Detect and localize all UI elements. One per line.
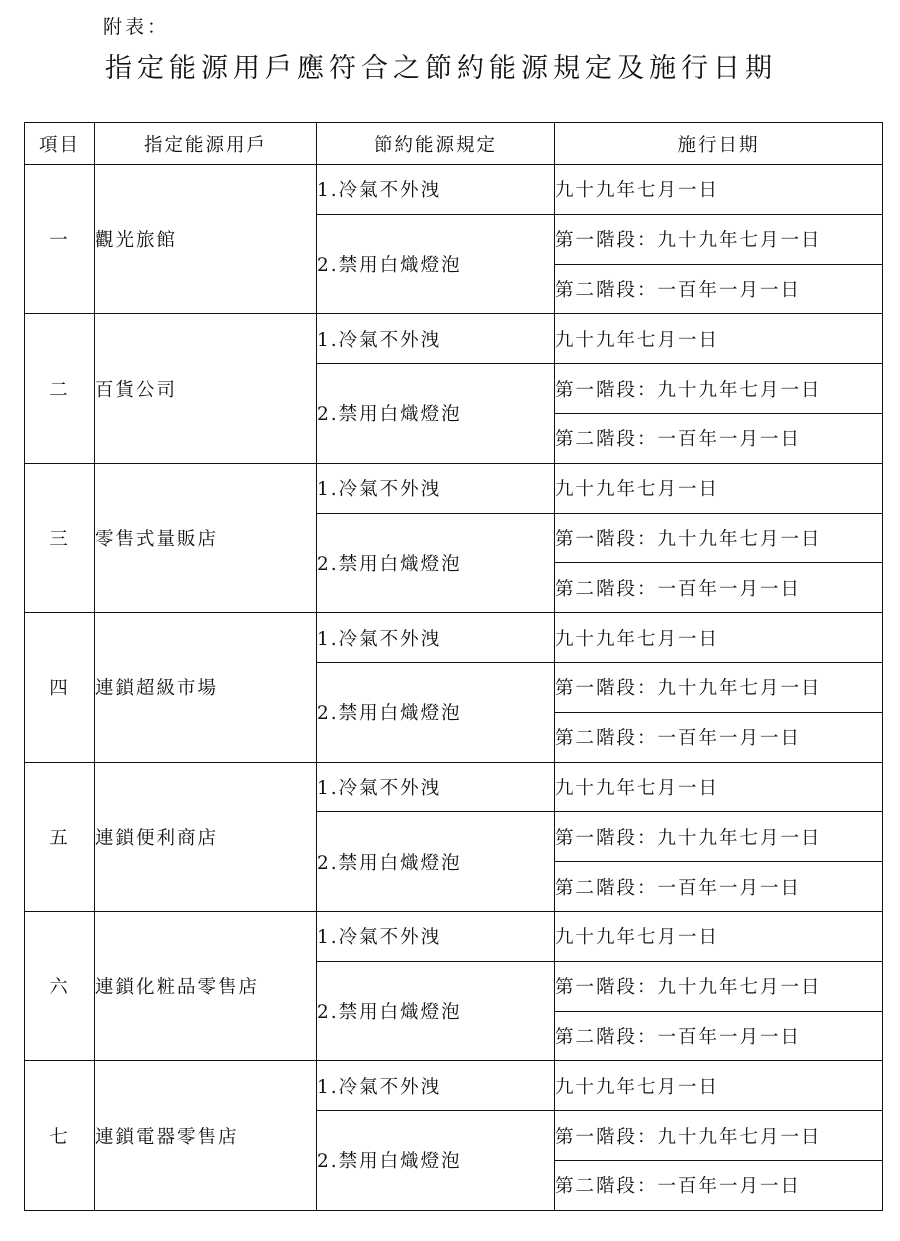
table-header-row: [25, 123, 883, 165]
regulation-aircon: 1.冷氣不外洩: [317, 463, 555, 513]
date-aircon: 九十九年七月一日: [555, 314, 883, 364]
date-aircon: 九十九年七月一日: [555, 1061, 883, 1111]
item-number: 三: [25, 463, 95, 612]
energy-user-name: 連鎖便利商店: [95, 762, 317, 911]
table-row: [25, 911, 883, 961]
date-phase-two: 第二階段：一百年一月一日: [555, 264, 883, 314]
energy-user-name: 連鎖化粧品零售店: [95, 911, 317, 1060]
date-phase-one: 第一階段：九十九年七月一日: [555, 961, 883, 1011]
table-body: [25, 165, 883, 1211]
energy-user-name: 觀光旅館: [95, 165, 317, 314]
document-title: 指定能源用戶應符合之節約能源規定及施行日期: [105, 53, 777, 84]
item-number: 五: [25, 762, 95, 911]
regulation-aircon: 1.冷氣不外洩: [317, 613, 555, 663]
item-number: 四: [25, 613, 95, 762]
item-number: 六: [25, 911, 95, 1060]
date-aircon: 九十九年七月一日: [555, 463, 883, 513]
date-phase-two: 第二階段：一百年一月一日: [555, 413, 883, 463]
column-header-regulation: 節約能源規定: [317, 123, 555, 165]
date-phase-two: 第二階段：一百年一月一日: [555, 1011, 883, 1061]
regulation-aircon: 1.冷氣不外洩: [317, 165, 555, 215]
date-phase-one: 第一階段：九十九年七月一日: [555, 812, 883, 862]
regulation-aircon: 1.冷氣不外洩: [317, 314, 555, 364]
energy-user-name: 連鎖電器零售店: [95, 1061, 317, 1210]
table-row: [25, 1061, 883, 1111]
item-number: 一: [25, 165, 95, 314]
date-phase-one: 第一階段：九十九年七月一日: [555, 364, 883, 414]
date-phase-two: 第二階段：一百年一月一日: [555, 1160, 883, 1210]
date-phase-one: 第一階段：九十九年七月一日: [555, 513, 883, 563]
regulation-incandescent: 2.禁用白熾燈泡: [317, 961, 555, 1061]
energy-user-name: 零售式量販店: [95, 463, 317, 612]
column-header-user: 指定能源用戶: [95, 123, 317, 165]
date-aircon: 九十九年七月一日: [555, 165, 883, 215]
date-phase-one: 第一階段：九十九年七月一日: [555, 214, 883, 264]
date-phase-two: 第二階段：一百年一月一日: [555, 862, 883, 912]
date-aircon: 九十九年七月一日: [555, 613, 883, 663]
regulation-aircon: 1.冷氣不外洩: [317, 1061, 555, 1111]
energy-user-name: 百貨公司: [95, 314, 317, 463]
date-phase-two: 第二階段：一百年一月一日: [555, 563, 883, 613]
date-aircon: 九十九年七月一日: [555, 911, 883, 961]
table-row: [25, 314, 883, 364]
energy-regulation-table: [24, 122, 883, 1211]
date-phase-two: 第二階段：一百年一月一日: [555, 712, 883, 762]
regulation-incandescent: 2.禁用白熾燈泡: [317, 662, 555, 762]
column-header-date: 施行日期: [555, 123, 883, 165]
energy-user-name: 連鎖超級市場: [95, 613, 317, 762]
table-row: [25, 463, 883, 513]
date-aircon: 九十九年七月一日: [555, 762, 883, 812]
table-row: [25, 165, 883, 215]
item-number: 二: [25, 314, 95, 463]
regulation-aircon: 1.冷氣不外洩: [317, 911, 555, 961]
regulation-incandescent: 2.禁用白熾燈泡: [317, 364, 555, 464]
regulation-incandescent: 2.禁用白熾燈泡: [317, 513, 555, 613]
date-phase-one: 第一階段：九十九年七月一日: [555, 1111, 883, 1161]
table-row: [25, 613, 883, 663]
date-phase-one: 第一階段：九十九年七月一日: [555, 662, 883, 712]
regulation-incandescent: 2.禁用白熾燈泡: [317, 812, 555, 912]
regulation-incandescent: 2.禁用白熾燈泡: [317, 214, 555, 314]
regulation-aircon: 1.冷氣不外洩: [317, 762, 555, 812]
column-header-item: 項目: [25, 123, 95, 165]
table-row: [25, 762, 883, 812]
item-number: 七: [25, 1061, 95, 1210]
annex-label: 附表：: [103, 16, 170, 38]
regulation-incandescent: 2.禁用白熾燈泡: [317, 1111, 555, 1211]
